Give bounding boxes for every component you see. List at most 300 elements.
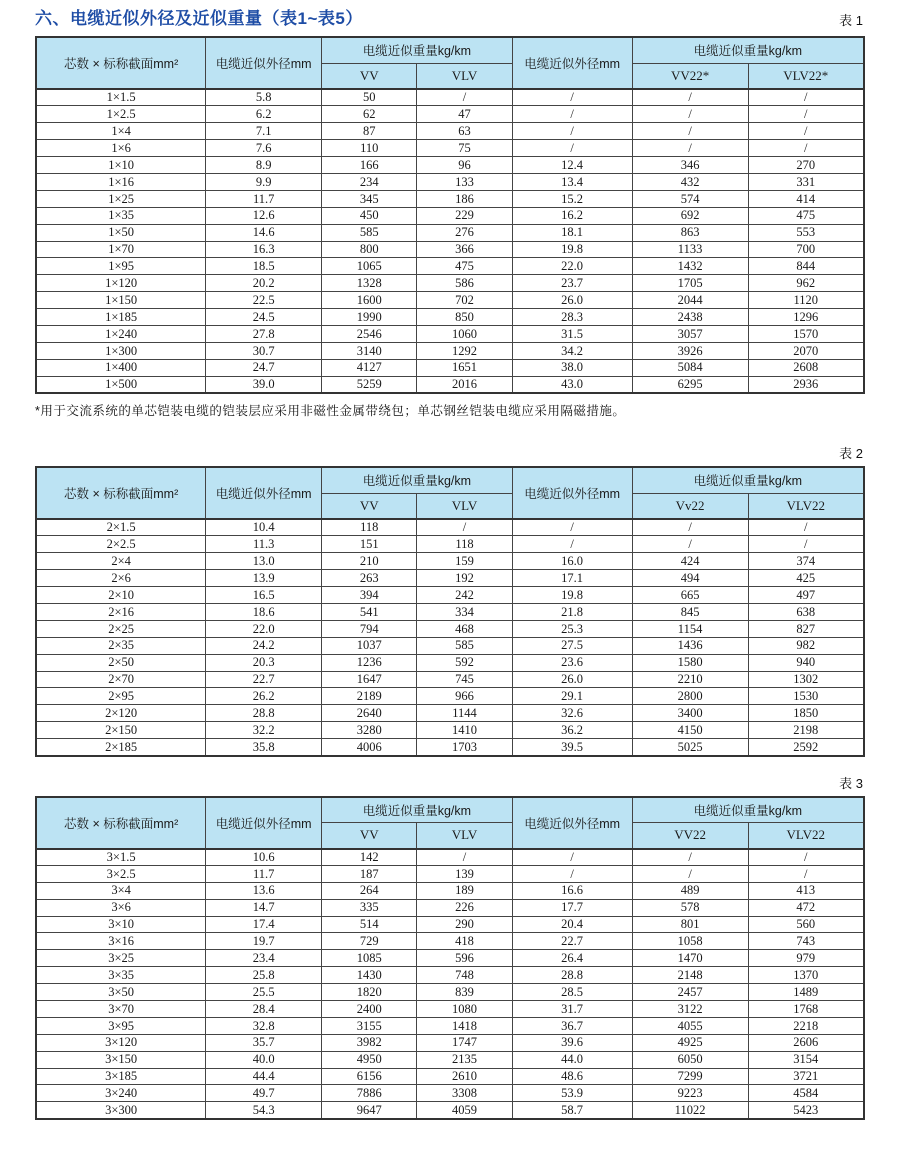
table-row — [36, 933, 864, 950]
value-cell: 32.6 — [512, 705, 632, 722]
value-cell: 11.3 — [206, 536, 322, 553]
value-cell: / — [632, 123, 748, 140]
value-cell: 5423 — [748, 1102, 864, 1119]
value-cell: 850 — [417, 309, 512, 326]
value-cell: 39.0 — [206, 376, 322, 393]
table-1-label: 表 1 — [839, 13, 863, 28]
value-cell: 44.0 — [512, 1051, 632, 1068]
value-cell: 553 — [748, 224, 864, 241]
value-cell: 4127 — [322, 359, 417, 376]
table-row — [36, 519, 864, 536]
table-row — [36, 342, 864, 359]
value-cell: 234 — [322, 173, 417, 190]
spec-cell: 3×10 — [36, 916, 206, 933]
value-cell: / — [748, 519, 864, 536]
table-3-body — [36, 849, 864, 1119]
value-cell: 702 — [417, 292, 512, 309]
spec-cell: 3×35 — [36, 967, 206, 984]
spec-cell: 1×95 — [36, 258, 206, 275]
value-cell: 665 — [632, 587, 748, 604]
value-cell: 1703 — [417, 739, 512, 756]
value-cell: 19.8 — [512, 241, 632, 258]
value-cell: 26.4 — [512, 950, 632, 967]
spec-cell: 1×185 — [36, 309, 206, 326]
value-cell: 110 — [322, 140, 417, 157]
value-cell: 6.2 — [206, 106, 322, 123]
value-cell: 1430 — [322, 967, 417, 984]
table-1-header — [36, 37, 864, 89]
value-cell: / — [512, 849, 632, 866]
spec-cell: 3×120 — [36, 1034, 206, 1051]
value-cell: 159 — [417, 553, 512, 570]
value-cell: 4584 — [748, 1085, 864, 1102]
value-cell: 700 — [748, 241, 864, 258]
table-row — [36, 123, 864, 140]
value-cell: 3122 — [632, 1001, 748, 1018]
value-cell: 28.8 — [206, 705, 322, 722]
value-cell: 47 — [417, 106, 512, 123]
value-cell: 25.8 — [206, 967, 322, 984]
value-cell: 18.5 — [206, 258, 322, 275]
table-row — [36, 1034, 864, 1051]
table-row — [36, 1068, 864, 1085]
value-cell: 24.2 — [206, 637, 322, 654]
table-row — [36, 722, 864, 739]
value-cell: 27.8 — [206, 325, 322, 342]
value-cell: 10.6 — [206, 849, 322, 866]
spec-cell: 3×6 — [36, 899, 206, 916]
table-row — [36, 106, 864, 123]
value-cell: 794 — [322, 620, 417, 637]
value-cell: / — [632, 849, 748, 866]
table-row — [36, 1051, 864, 1068]
table-row — [36, 1017, 864, 1034]
value-cell: 36.2 — [512, 722, 632, 739]
value-cell: 2608 — [748, 359, 864, 376]
value-cell: 1236 — [322, 654, 417, 671]
value-cell: / — [512, 536, 632, 553]
header-weight-group-right: 电缆近似重量kg/km — [632, 797, 864, 823]
header-od-left: 电缆近似外径mm — [206, 37, 322, 89]
value-cell: 23.6 — [512, 654, 632, 671]
table-row — [36, 292, 864, 309]
table-row — [36, 967, 864, 984]
value-cell: / — [512, 106, 632, 123]
table-row — [36, 325, 864, 342]
value-cell: 1328 — [322, 275, 417, 292]
table-row — [36, 899, 864, 916]
spec-cell: 1×240 — [36, 325, 206, 342]
value-cell: / — [632, 865, 748, 882]
header-od-left: 电缆近似外径mm — [206, 797, 322, 849]
value-cell: 2457 — [632, 984, 748, 1001]
value-cell: 1065 — [322, 258, 417, 275]
value-cell: 3057 — [632, 325, 748, 342]
table-row — [36, 207, 864, 224]
value-cell: 58.7 — [512, 1102, 632, 1119]
table-row — [36, 89, 864, 106]
value-cell: 2135 — [417, 1051, 512, 1068]
spec-cell: 2×50 — [36, 654, 206, 671]
value-cell: 334 — [417, 603, 512, 620]
header-vlv22: VLV22* — [748, 63, 864, 89]
value-cell: 2148 — [632, 967, 748, 984]
value-cell: / — [748, 89, 864, 106]
value-cell: 39.6 — [512, 1034, 632, 1051]
value-cell: 982 — [748, 637, 864, 654]
value-cell: 11.7 — [206, 865, 322, 882]
value-cell: 962 — [748, 275, 864, 292]
value-cell: / — [632, 519, 748, 536]
value-cell: 26.0 — [512, 292, 632, 309]
value-cell: 1768 — [748, 1001, 864, 1018]
spec-cell: 2×150 — [36, 722, 206, 739]
value-cell: 17.1 — [512, 570, 632, 587]
value-cell: 22.5 — [206, 292, 322, 309]
value-cell: 22.0 — [512, 258, 632, 275]
value-cell: 2800 — [632, 688, 748, 705]
table-row — [36, 1085, 864, 1102]
value-cell: 22.7 — [206, 671, 322, 688]
value-cell: 24.7 — [206, 359, 322, 376]
value-cell: 1120 — [748, 292, 864, 309]
header-od-right: 电缆近似外径mm — [512, 797, 632, 849]
value-cell: 7.6 — [206, 140, 322, 157]
value-cell: 1133 — [632, 241, 748, 258]
value-cell: 7.1 — [206, 123, 322, 140]
header-vlv: VLV — [417, 493, 512, 519]
table-row — [36, 865, 864, 882]
value-cell: 4006 — [322, 739, 417, 756]
table-row — [36, 1001, 864, 1018]
value-cell: 638 — [748, 603, 864, 620]
value-cell: 1530 — [748, 688, 864, 705]
value-cell: 1570 — [748, 325, 864, 342]
spec-cell: 1×70 — [36, 241, 206, 258]
value-cell: 346 — [632, 157, 748, 174]
value-cell: 1418 — [417, 1017, 512, 1034]
header-vlv: VLV — [417, 823, 512, 849]
value-cell: 413 — [748, 882, 864, 899]
spec-cell: 2×70 — [36, 671, 206, 688]
value-cell: 2210 — [632, 671, 748, 688]
value-cell: 745 — [417, 671, 512, 688]
table-row — [36, 950, 864, 967]
header-vv: VV — [322, 63, 417, 89]
value-cell: 827 — [748, 620, 864, 637]
value-cell: / — [632, 89, 748, 106]
spec-cell: 1×6 — [36, 140, 206, 157]
spec-cell: 3×240 — [36, 1085, 206, 1102]
spec-cell: 1×150 — [36, 292, 206, 309]
value-cell: 166 — [322, 157, 417, 174]
value-cell: 22.0 — [206, 620, 322, 637]
value-cell: 1410 — [417, 722, 512, 739]
value-cell: 20.4 — [512, 916, 632, 933]
header-weight-group-left: 电缆近似重量kg/km — [322, 797, 512, 823]
spec-cell: 3×16 — [36, 933, 206, 950]
value-cell: 43.0 — [512, 376, 632, 393]
spec-cell: 1×400 — [36, 359, 206, 376]
value-cell: 14.6 — [206, 224, 322, 241]
value-cell: 18.1 — [512, 224, 632, 241]
value-cell: 19.7 — [206, 933, 322, 950]
value-cell: 16.3 — [206, 241, 322, 258]
value-cell: 35.7 — [206, 1034, 322, 1051]
value-cell: 13.9 — [206, 570, 322, 587]
table-3-label: 表 3 — [839, 775, 863, 791]
spec-cell: 2×95 — [36, 688, 206, 705]
value-cell: 596 — [417, 950, 512, 967]
value-cell: 1850 — [748, 705, 864, 722]
table-row — [36, 140, 864, 157]
value-cell: 3140 — [322, 342, 417, 359]
value-cell: 28.8 — [512, 967, 632, 984]
header-vlv: VLV — [417, 63, 512, 89]
value-cell: 1060 — [417, 325, 512, 342]
value-cell: 229 — [417, 207, 512, 224]
value-cell: 25.5 — [206, 984, 322, 1001]
value-cell: 53.9 — [512, 1085, 632, 1102]
table-row — [36, 570, 864, 587]
value-cell: 21.8 — [512, 603, 632, 620]
table-3-header — [36, 797, 864, 849]
value-cell: 3308 — [417, 1085, 512, 1102]
value-cell: 560 — [748, 916, 864, 933]
value-cell: 13.0 — [206, 553, 322, 570]
value-cell: 844 — [748, 258, 864, 275]
header-vlv22: VLV22 — [748, 823, 864, 849]
value-cell: 748 — [417, 967, 512, 984]
header-vv: VV — [322, 493, 417, 519]
value-cell: 27.5 — [512, 637, 632, 654]
value-cell: 16.6 — [512, 882, 632, 899]
value-cell: 472 — [748, 899, 864, 916]
value-cell: / — [748, 536, 864, 553]
value-cell: 28.5 — [512, 984, 632, 1001]
spec-cell: 1×120 — [36, 275, 206, 292]
value-cell: 586 — [417, 275, 512, 292]
value-cell: 1647 — [322, 671, 417, 688]
value-cell: 1058 — [632, 933, 748, 950]
value-cell: 1292 — [417, 342, 512, 359]
spec-cell: 1×50 — [36, 224, 206, 241]
value-cell: 40.0 — [206, 1051, 322, 1068]
value-cell: 11.7 — [206, 190, 322, 207]
value-cell: 63 — [417, 123, 512, 140]
value-cell: 31.5 — [512, 325, 632, 342]
value-cell: 414 — [748, 190, 864, 207]
value-cell: 845 — [632, 603, 748, 620]
spec-cell: 3×2.5 — [36, 865, 206, 882]
value-cell: 1651 — [417, 359, 512, 376]
value-cell: 19.8 — [512, 587, 632, 604]
spec-cell: 2×1.5 — [36, 519, 206, 536]
value-cell: 14.7 — [206, 899, 322, 916]
value-cell: 5025 — [632, 739, 748, 756]
value-cell: 729 — [322, 933, 417, 950]
value-cell: 2198 — [748, 722, 864, 739]
spec-cell: 1×16 — [36, 173, 206, 190]
spec-cell: 2×4 — [36, 553, 206, 570]
value-cell: 1600 — [322, 292, 417, 309]
table-row — [36, 654, 864, 671]
cable-table-2 — [35, 466, 865, 756]
value-cell: / — [417, 89, 512, 106]
value-cell: 133 — [417, 173, 512, 190]
value-cell: 49.7 — [206, 1085, 322, 1102]
table-row — [36, 637, 864, 654]
value-cell: 4950 — [322, 1051, 417, 1068]
value-cell: 48.6 — [512, 1068, 632, 1085]
header-vv22: VV22* — [632, 63, 748, 89]
value-cell: 6050 — [632, 1051, 748, 1068]
value-cell: 13.4 — [512, 173, 632, 190]
table-row — [36, 587, 864, 604]
value-cell: / — [632, 106, 748, 123]
table-row — [36, 224, 864, 241]
value-cell: 1085 — [322, 950, 417, 967]
value-cell: 270 — [748, 157, 864, 174]
value-cell: 13.6 — [206, 882, 322, 899]
table-row — [36, 603, 864, 620]
value-cell: 6156 — [322, 1068, 417, 1085]
header-spec: 芯数 × 标称截面mm² — [36, 797, 206, 849]
value-cell: 2218 — [748, 1017, 864, 1034]
value-cell: 36.7 — [512, 1017, 632, 1034]
table-row — [36, 173, 864, 190]
value-cell: 4055 — [632, 1017, 748, 1034]
spec-cell: 1×25 — [36, 190, 206, 207]
value-cell: 4059 — [417, 1102, 512, 1119]
value-cell: 290 — [417, 916, 512, 933]
value-cell: 1432 — [632, 258, 748, 275]
table-row — [36, 739, 864, 756]
value-cell: / — [748, 140, 864, 157]
value-cell: / — [512, 89, 632, 106]
value-cell: 15.2 — [512, 190, 632, 207]
value-cell: 2610 — [417, 1068, 512, 1085]
value-cell: 44.4 — [206, 1068, 322, 1085]
header-vlv22: VLV22 — [748, 493, 864, 519]
table-row — [36, 275, 864, 292]
value-cell: 5084 — [632, 359, 748, 376]
header-row-1 — [36, 467, 864, 493]
value-cell: 4150 — [632, 722, 748, 739]
value-cell: 2044 — [632, 292, 748, 309]
header-weight-group-right: 电缆近似重量kg/km — [632, 467, 864, 493]
table-row — [36, 553, 864, 570]
spec-cell: 1×2.5 — [36, 106, 206, 123]
table-row — [36, 620, 864, 637]
value-cell: 39.5 — [512, 739, 632, 756]
value-cell: 17.7 — [512, 899, 632, 916]
value-cell: 16.0 — [512, 553, 632, 570]
value-cell: 1154 — [632, 620, 748, 637]
header-vv22: Vv22 — [632, 493, 748, 519]
spec-cell: 2×120 — [36, 705, 206, 722]
spec-cell: 3×300 — [36, 1102, 206, 1119]
spec-cell: 2×6 — [36, 570, 206, 587]
page-title: 六、电缆近似外径及近似重量（表1~表5） — [35, 9, 363, 28]
header-weight-group-left: 电缆近似重量kg/km — [322, 37, 512, 63]
value-cell: 16.2 — [512, 207, 632, 224]
value-cell: 35.8 — [206, 739, 322, 756]
value-cell: 242 — [417, 587, 512, 604]
value-cell: 3154 — [748, 1051, 864, 1068]
value-cell: 366 — [417, 241, 512, 258]
value-cell: 2400 — [322, 1001, 417, 1018]
table-2-body — [36, 519, 864, 755]
value-cell: / — [748, 106, 864, 123]
value-cell: 75 — [417, 140, 512, 157]
value-cell: 11022 — [632, 1102, 748, 1119]
value-cell: 1820 — [322, 984, 417, 1001]
value-cell: / — [512, 865, 632, 882]
value-cell: 2438 — [632, 309, 748, 326]
value-cell: 3982 — [322, 1034, 417, 1051]
value-cell: 1037 — [322, 637, 417, 654]
value-cell: / — [748, 123, 864, 140]
value-cell: 592 — [417, 654, 512, 671]
value-cell: 743 — [748, 933, 864, 950]
header-spec: 芯数 × 标称截面mm² — [36, 467, 206, 519]
table-row — [36, 157, 864, 174]
value-cell: 940 — [748, 654, 864, 671]
value-cell: 20.2 — [206, 275, 322, 292]
table-row — [36, 671, 864, 688]
value-cell: 331 — [748, 173, 864, 190]
spec-cell: 2×16 — [36, 603, 206, 620]
value-cell: / — [417, 849, 512, 866]
table-row — [36, 849, 864, 866]
value-cell: 450 — [322, 207, 417, 224]
value-cell: 541 — [322, 603, 417, 620]
header-weight-group-left: 电缆近似重量kg/km — [322, 467, 512, 493]
value-cell: 3926 — [632, 342, 748, 359]
value-cell: 1302 — [748, 671, 864, 688]
value-cell: 20.3 — [206, 654, 322, 671]
value-cell: / — [748, 865, 864, 882]
spec-cell: 1×1.5 — [36, 89, 206, 106]
value-cell: 489 — [632, 882, 748, 899]
spec-cell: 1×500 — [36, 376, 206, 393]
value-cell: 1144 — [417, 705, 512, 722]
value-cell: 6295 — [632, 376, 748, 393]
value-cell: 28.4 — [206, 1001, 322, 1018]
value-cell: 4925 — [632, 1034, 748, 1051]
spec-cell: 2×35 — [36, 637, 206, 654]
value-cell: 17.4 — [206, 916, 322, 933]
table-row — [36, 882, 864, 899]
value-cell: 3280 — [322, 722, 417, 739]
value-cell: 25.3 — [512, 620, 632, 637]
value-cell: 7299 — [632, 1068, 748, 1085]
table-row — [36, 241, 864, 258]
value-cell: 585 — [417, 637, 512, 654]
table-row — [36, 309, 864, 326]
table-2-label: 表 2 — [839, 446, 863, 462]
header-spec: 芯数 × 标称截面mm² — [36, 37, 206, 89]
value-cell: 5259 — [322, 376, 417, 393]
value-cell: 1296 — [748, 309, 864, 326]
spec-cell: 3×95 — [36, 1017, 206, 1034]
value-cell: 187 — [322, 865, 417, 882]
header-row-1 — [36, 37, 864, 63]
value-cell: 118 — [322, 519, 417, 536]
value-cell: 2016 — [417, 376, 512, 393]
value-cell: 966 — [417, 688, 512, 705]
